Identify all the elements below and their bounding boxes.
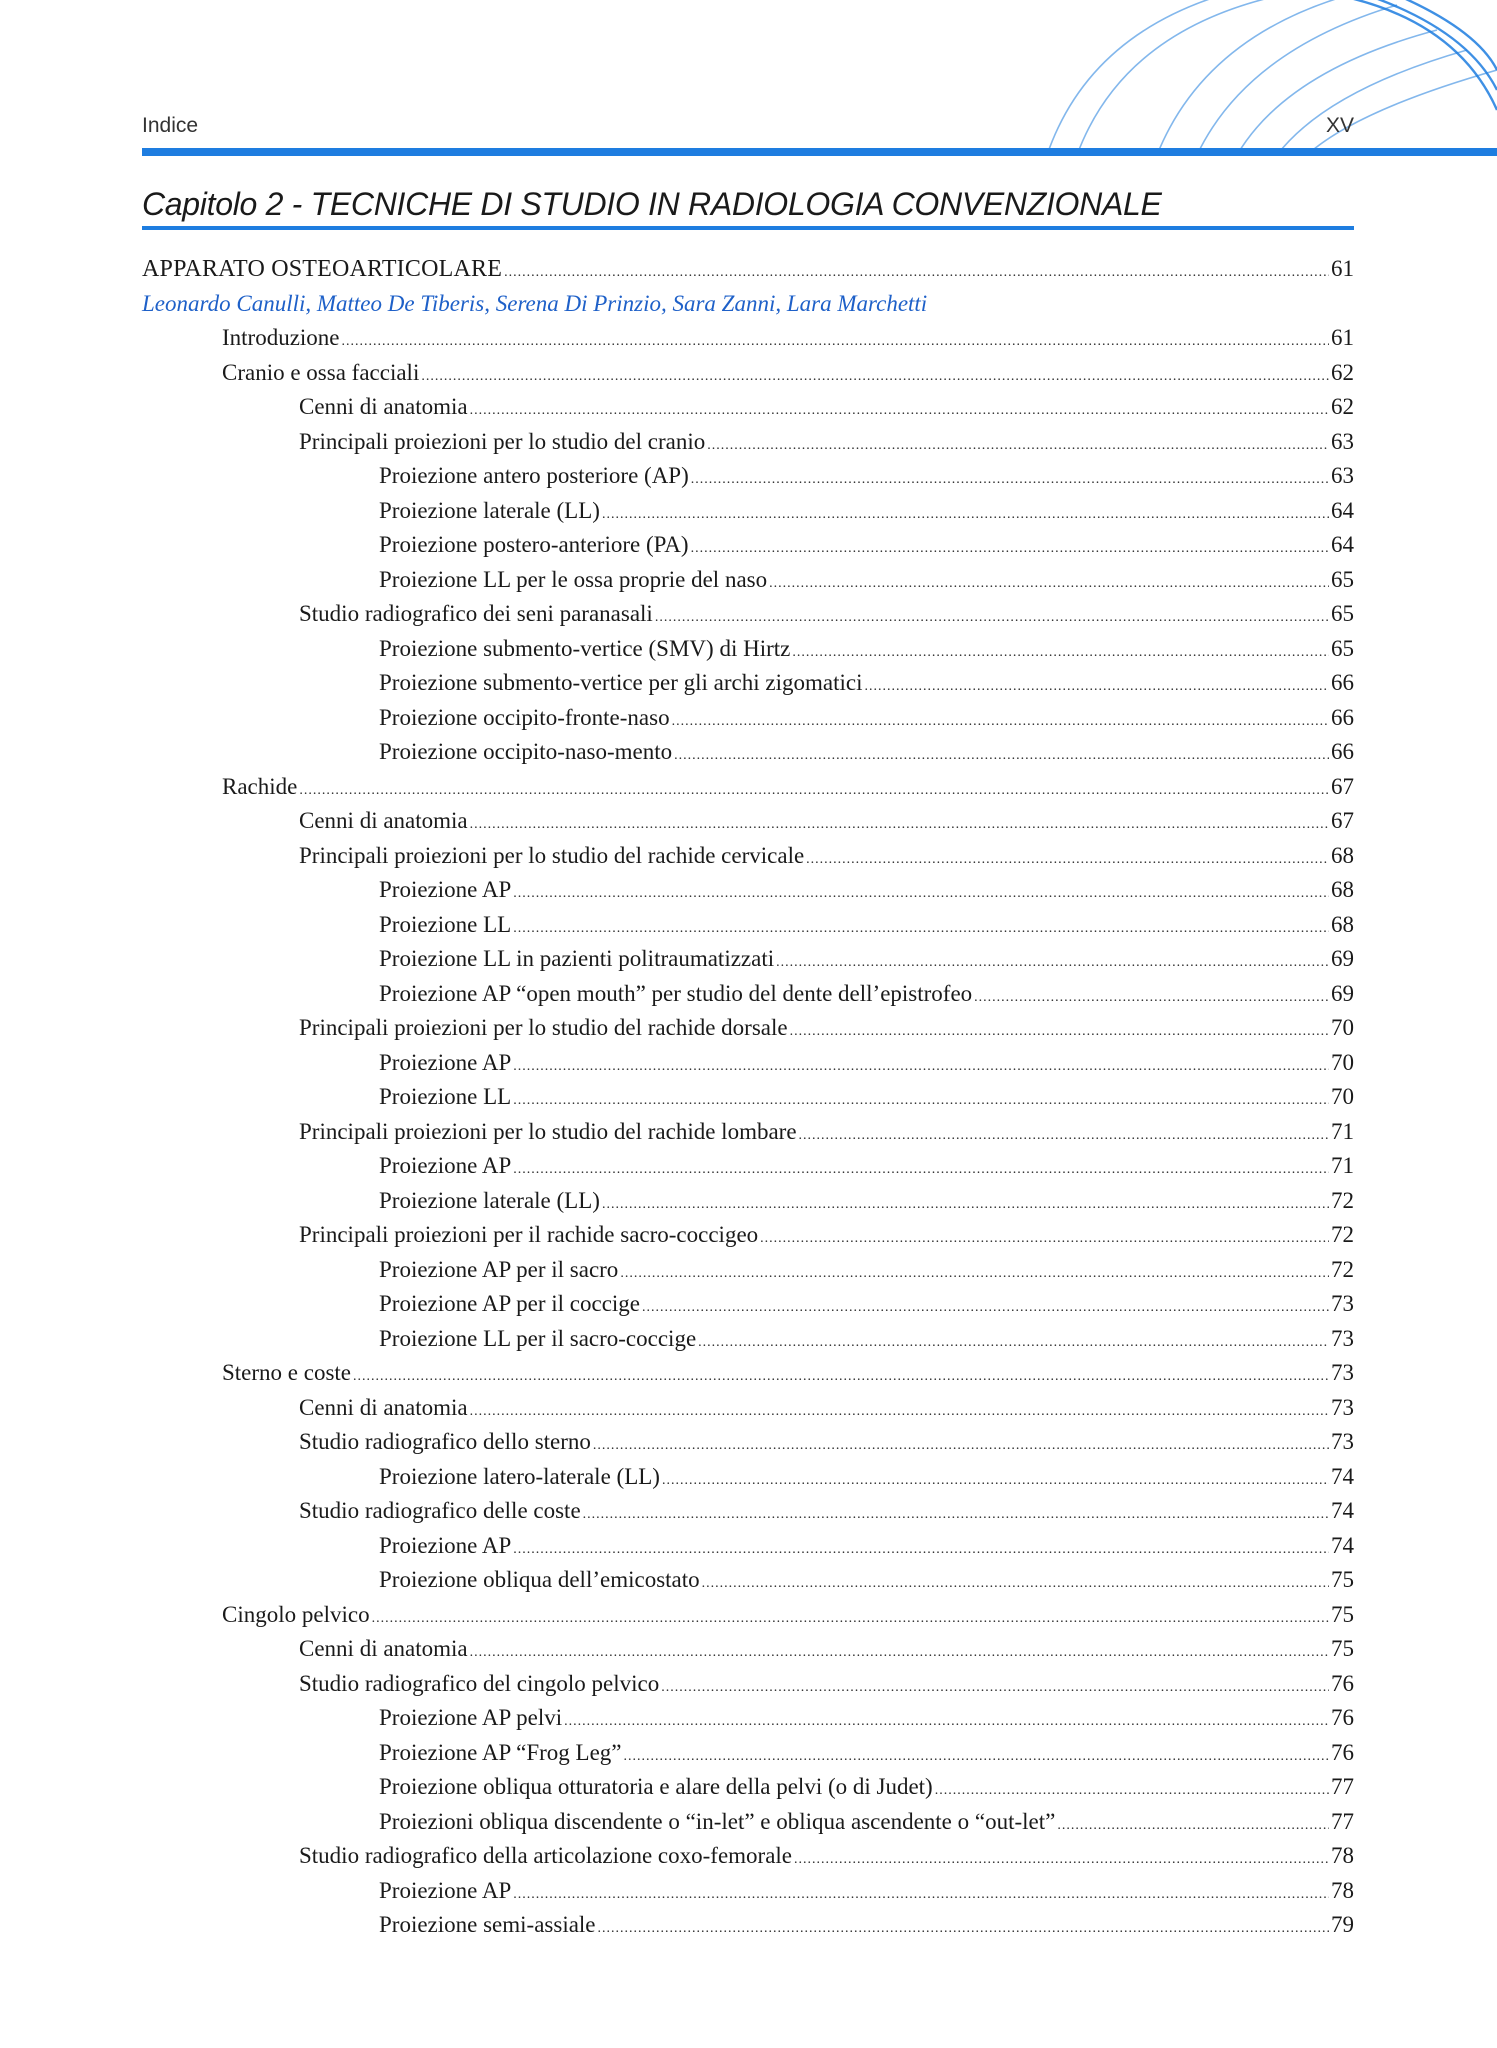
- toc-entry-title: Proiezione AP: [379, 1049, 512, 1075]
- toc-entry-page: 70: [1331, 1084, 1354, 1109]
- toc-entry-page: 68: [1331, 842, 1354, 868]
- toc-entry-title: Proiezione LL in pazienti politraumatizzati: [379, 946, 775, 971]
- toc-entry-title: Studio radiografico della articolazione coxo-femorale: [299, 1843, 793, 1868]
- toc-entry-page: 76: [1331, 1705, 1354, 1730]
- toc-entry-title: Principali proiezioni per lo studio del rachide lombare: [299, 1118, 797, 1144]
- toc-entry-page: 71: [1331, 1118, 1354, 1144]
- leader-dots: [672, 705, 1329, 740]
- toc-entry: [142, 1218, 1354, 1253]
- toc-entry-title: Cenni di anatomia: [299, 808, 468, 833]
- leader-dots: [513, 1084, 1329, 1119]
- toc-entry: [142, 1667, 1354, 1702]
- toc-entry: [142, 321, 1354, 356]
- toc-entry: [142, 1080, 1354, 1115]
- toc-entry-title: Cingolo pelvico: [222, 1601, 370, 1627]
- toc-entry: [142, 804, 1354, 839]
- toc-entry-page: 73: [1331, 1325, 1354, 1351]
- toc-entry-page: 73: [1331, 1394, 1354, 1420]
- toc-section-title: APPARATO OSTEOARTICOLARE: [142, 256, 503, 282]
- leader-dots: [792, 636, 1329, 671]
- toc-entry-title: Proiezione obliqua dell’emicostato: [379, 1567, 700, 1592]
- leader-dots: [598, 1912, 1329, 1947]
- toc-entry-title: Proiezione AP per il coccige: [379, 1291, 641, 1316]
- leader-dots: [790, 1015, 1329, 1050]
- toc-entry-title: Cranio e ossa facciali: [222, 359, 420, 385]
- toc-entry: [142, 494, 1354, 529]
- leader-dots: [642, 1291, 1329, 1326]
- toc-entry-page: 73: [1331, 1360, 1354, 1385]
- leader-dots: [1057, 1809, 1329, 1844]
- toc-entry-page: 67: [1331, 808, 1354, 833]
- toc-entry-title: Cenni di anatomia: [299, 1394, 468, 1420]
- toc-entry-page: 74: [1331, 1498, 1354, 1523]
- toc-entry-page: 78: [1331, 1877, 1354, 1903]
- leader-dots: [353, 1360, 1329, 1395]
- toc-entry-title: Proiezione AP per il sacro: [379, 1256, 619, 1282]
- toc-entry-title: Proiezione AP “open mouth” per studio del dente dell’epistrofeo: [379, 980, 973, 1006]
- toc-entry: [142, 1115, 1354, 1150]
- toc-entry-title: Proiezione obliqua otturatoria e alare della pelvi (o di Judet): [379, 1774, 933, 1799]
- leader-dots: [513, 1533, 1329, 1568]
- toc-entry-page: 65: [1331, 566, 1354, 592]
- toc-entry-title: Proiezione LL: [379, 911, 512, 937]
- leader-dots: [794, 1843, 1329, 1878]
- toc-entry-title: Studio radiografico dello sterno: [299, 1429, 591, 1454]
- toc-entry: [142, 1839, 1354, 1874]
- toc-entry-page: 75: [1331, 1601, 1354, 1627]
- table-of-contents: [142, 252, 1354, 1943]
- toc-entry-title: Proiezione submento-vertice per gli archi zigomatici: [379, 670, 863, 695]
- leader-dots: [513, 1050, 1329, 1085]
- running-head-section: Indice: [142, 114, 199, 137]
- toc-entry: [142, 425, 1354, 460]
- toc-entry: [142, 1632, 1354, 1667]
- toc-entry: [142, 528, 1354, 563]
- leader-dots: [470, 394, 1329, 429]
- leader-dots: [504, 256, 1329, 291]
- toc-entry-title: Studio radiografico delle coste: [299, 1498, 581, 1523]
- toc-entry-title: Principali proiezioni per lo studio del rachide cervicale: [299, 842, 805, 868]
- toc-entry-page: 72: [1331, 1187, 1354, 1213]
- leader-dots: [593, 1429, 1329, 1464]
- toc-entry-title: Proiezione AP: [379, 1153, 512, 1178]
- leader-dots: [342, 325, 1329, 360]
- toc-entry-page: 71: [1331, 1153, 1354, 1178]
- toc-entry-page: 66: [1331, 704, 1354, 730]
- toc-entry: [142, 1494, 1354, 1529]
- toc-entry-page: 78: [1331, 1843, 1354, 1868]
- header-rule: [142, 148, 1497, 156]
- toc-entry-title: Introduzione: [222, 325, 340, 350]
- toc-entry-page: 75: [1331, 1636, 1354, 1661]
- leader-dots: [864, 670, 1329, 705]
- toc-entries: [142, 321, 1354, 1943]
- toc-entry-title: Proiezione laterale (LL): [379, 1187, 600, 1213]
- toc-entry-title: Proiezione LL per il sacro-coccige: [379, 1325, 697, 1351]
- toc-entry-page: 67: [1331, 773, 1354, 799]
- toc-entry: [142, 632, 1354, 667]
- toc-entry-title: Studio radiografico del cingolo pelvico: [299, 1670, 660, 1696]
- toc-entry-page: 74: [1331, 1463, 1354, 1489]
- toc-entry: [142, 770, 1354, 805]
- leader-dots: [691, 532, 1329, 567]
- leader-dots: [655, 601, 1329, 636]
- running-head: [142, 114, 1354, 144]
- chapter-title: Capitolo 2 - TECNICHE DI STUDIO IN RADIOLOGIA CONVENZIONALE: [142, 186, 1162, 222]
- leader-dots: [470, 808, 1329, 843]
- toc-entry-title: Proiezione AP pelvi: [379, 1705, 563, 1730]
- toc-entry-page: 73: [1331, 1429, 1354, 1454]
- toc-entry: [142, 942, 1354, 977]
- leader-dots: [776, 946, 1329, 981]
- toc-entry-title: Rachide: [222, 773, 298, 799]
- toc-entry-title: Proiezione occipito-naso-mento: [379, 739, 673, 764]
- toc-entry-page: 70: [1331, 1049, 1354, 1075]
- toc-entry-title: Proiezione latero-laterale (LL): [379, 1463, 660, 1489]
- toc-entry-page: 68: [1331, 877, 1354, 902]
- toc-entry-title: Proiezione AP: [379, 1532, 512, 1558]
- leader-dots: [662, 1464, 1329, 1499]
- leader-dots: [513, 1878, 1329, 1913]
- toc-entry-title: Proiezione AP “Frog Leg”: [379, 1739, 622, 1765]
- toc-entry-page: 69: [1331, 980, 1354, 1006]
- leader-dots: [470, 1636, 1329, 1671]
- leader-dots: [624, 1740, 1329, 1775]
- toc-entry-title: Principali proiezioni per il rachide sacro-coccigeo: [299, 1222, 759, 1247]
- leader-dots: [372, 1602, 1329, 1637]
- toc-entry-page: 65: [1331, 601, 1354, 626]
- toc-entry: [142, 735, 1354, 770]
- toc-entry-page: 66: [1331, 670, 1354, 695]
- toc-entry-title: Proiezione LL per le ossa proprie del naso: [379, 566, 768, 592]
- toc-entry: [142, 1908, 1354, 1943]
- toc-entry-page: 77: [1331, 1774, 1354, 1799]
- toc-entry-page: 65: [1331, 635, 1354, 661]
- leader-dots: [299, 774, 1329, 809]
- toc-entry-title: Studio radiografico dei seni paranasali: [299, 601, 653, 626]
- toc-entry-page: 76: [1331, 1670, 1354, 1696]
- toc-entry: [142, 1460, 1354, 1495]
- toc-entry: [142, 1874, 1354, 1909]
- toc-entry-page: 62: [1331, 394, 1354, 419]
- leader-dots: [974, 981, 1329, 1016]
- toc-entry-title: Sterno e coste: [222, 1360, 352, 1385]
- toc-entry-page: 70: [1331, 1015, 1354, 1040]
- toc-entry-title: Proiezione semi-assiale: [379, 1912, 596, 1937]
- toc-entry-title: Principali proiezioni per lo studio del cranio: [299, 428, 706, 454]
- toc-entry: [142, 390, 1354, 425]
- leader-dots: [620, 1257, 1329, 1292]
- toc-entry-title: Proiezione antero posteriore (AP): [379, 463, 689, 488]
- toc-entry-page: 64: [1331, 497, 1354, 523]
- toc-entry-title: Proiezione AP: [379, 1877, 512, 1903]
- leader-dots: [769, 567, 1329, 602]
- toc-entry: [142, 1391, 1354, 1426]
- leader-dots: [583, 1498, 1329, 1533]
- running-head-page-number: XV: [1325, 114, 1354, 137]
- toc-entry: [142, 1563, 1354, 1598]
- toc-entry: [142, 977, 1354, 1012]
- toc-section-row: [142, 252, 1354, 287]
- toc-entry-page: 64: [1331, 532, 1354, 557]
- toc-entry: [142, 597, 1354, 632]
- leader-dots: [470, 1395, 1329, 1430]
- leader-dots: [421, 360, 1329, 395]
- toc-entry-page: 74: [1331, 1532, 1354, 1558]
- toc-entry: [142, 1598, 1354, 1633]
- toc-entry: [142, 701, 1354, 736]
- toc-entry-page: 62: [1331, 359, 1354, 385]
- toc-entry: [142, 1149, 1354, 1184]
- toc-entry: [142, 839, 1354, 874]
- leader-dots: [602, 498, 1329, 533]
- toc-entry-title: Proiezioni obliqua discendente o “in-let” e obliqua ascendente o “out-let”: [379, 1808, 1056, 1834]
- toc-entry-page: 76: [1331, 1739, 1354, 1765]
- toc-entry: [142, 356, 1354, 391]
- toc-entry: [142, 1701, 1354, 1736]
- leader-dots: [707, 429, 1329, 464]
- toc-entry: [142, 1356, 1354, 1391]
- toc-entry: [142, 1046, 1354, 1081]
- toc-entry: [142, 1011, 1354, 1046]
- section-authors: Leonardo Canulli, Matteo De Tiberis, Serena Di Prinzio, Sara Zanni, Lara Marchetti: [142, 290, 928, 316]
- toc-entry-page: 72: [1331, 1256, 1354, 1282]
- toc-entry-page: 79: [1331, 1912, 1354, 1937]
- toc-entry-page: 63: [1331, 428, 1354, 454]
- toc-entry-page: 75: [1331, 1567, 1354, 1592]
- toc-entry-page: 66: [1331, 739, 1354, 764]
- leader-dots: [513, 1153, 1329, 1188]
- toc-entry-page: 69: [1331, 946, 1354, 971]
- toc-entry-page: 63: [1331, 463, 1354, 488]
- toc-entry: [142, 666, 1354, 701]
- toc-entry: [142, 1425, 1354, 1460]
- toc-entry-title: Cenni di anatomia: [299, 394, 468, 419]
- toc-entry: [142, 908, 1354, 943]
- leader-dots: [760, 1222, 1329, 1257]
- leader-dots: [602, 1188, 1329, 1223]
- leader-dots: [935, 1774, 1329, 1809]
- toc-entry-title: Proiezione laterale (LL): [379, 497, 600, 523]
- toc-entry: [142, 1253, 1354, 1288]
- toc-entry: [142, 1322, 1354, 1357]
- toc-entry-title: Proiezione submento-vertice (SMV) di Hirtz: [379, 635, 791, 661]
- toc-entry: [142, 459, 1354, 494]
- leader-dots: [513, 877, 1329, 912]
- toc-entry: [142, 1805, 1354, 1840]
- leader-dots: [513, 912, 1329, 947]
- toc-entry: [142, 1184, 1354, 1219]
- toc-entry-title: Principali proiezioni per lo studio del rachide dorsale: [299, 1015, 788, 1040]
- leader-dots: [564, 1705, 1329, 1740]
- chapter-title-rule: [142, 226, 1354, 230]
- toc-entry: [142, 1736, 1354, 1771]
- toc-entry: [142, 873, 1354, 908]
- leader-dots: [799, 1119, 1329, 1154]
- toc-entry-title: Proiezione postero-anteriore (PA): [379, 532, 689, 557]
- leader-dots: [698, 1326, 1329, 1361]
- leader-dots: [702, 1567, 1329, 1602]
- toc-entry-title: Proiezione occipito-fronte-naso: [379, 704, 670, 730]
- leader-dots: [806, 843, 1329, 878]
- toc-entry-page: 72: [1331, 1222, 1354, 1247]
- toc-section-page: 61: [1331, 256, 1354, 281]
- leader-dots: [661, 1671, 1329, 1706]
- toc-entry-page: 73: [1331, 1291, 1354, 1316]
- toc-entry-page: 68: [1331, 911, 1354, 937]
- leader-dots: [691, 463, 1329, 498]
- toc-entry: [142, 1770, 1354, 1805]
- toc-entry: [142, 563, 1354, 598]
- toc-entry: [142, 1287, 1354, 1322]
- toc-entry: [142, 1529, 1354, 1564]
- toc-entry-title: Proiezione LL: [379, 1084, 512, 1109]
- toc-entry-title: Cenni di anatomia: [299, 1636, 468, 1661]
- toc-entry-page: 61: [1331, 325, 1354, 350]
- leader-dots: [674, 739, 1329, 774]
- toc-entry-title: Proiezione AP: [379, 877, 512, 902]
- toc-entry-page: 77: [1331, 1808, 1354, 1834]
